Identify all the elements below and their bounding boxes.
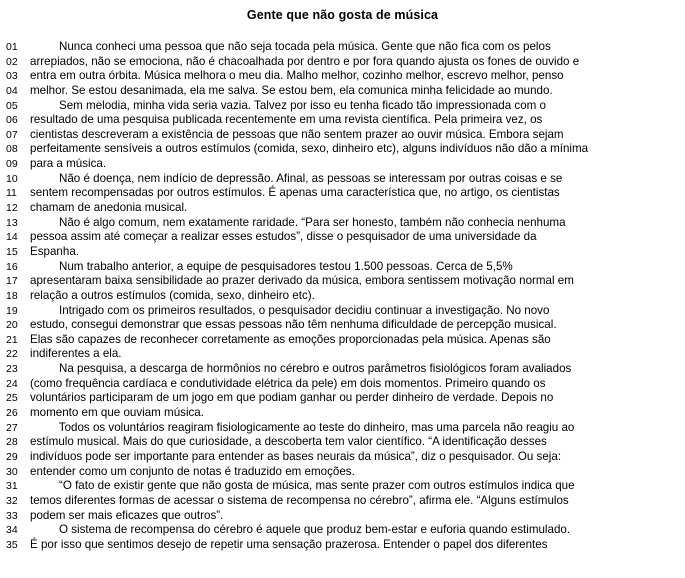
text-line [0, 538, 685, 553]
text-line [0, 260, 685, 275]
line-number: 05 [6, 99, 18, 112]
line-number: 03 [6, 70, 18, 83]
text-line [0, 84, 685, 99]
page-title: Gente que não gosta de música [246, 8, 439, 22]
line-number: 25 [6, 392, 18, 405]
line-text: Sem melodia, minha vida seria vazia. Talvez por isso eu tenha ficado tão impressionada com o [30, 98, 546, 112]
line-text: Não é algo comum, nem exatamente raridade. “Para ser honesto, também não conhecia nenhuma [30, 215, 566, 229]
text-line [0, 113, 685, 128]
text-line [0, 421, 685, 436]
text-line [0, 157, 685, 172]
line-number: 16 [6, 260, 18, 273]
line-text: apresentaram baixa sensibilidade ao prazer derivado da música, embora sentissem motivação normal em [30, 274, 574, 288]
text-line [0, 230, 685, 245]
text-line [0, 55, 685, 70]
line-text: momento em que ouviam música. [30, 406, 204, 420]
line-text: relação a outros estímulos (comida, sexo, dinheiro etc). [30, 288, 315, 302]
line-text: Nunca conheci uma pessoa que não seja tocada pela música. Gente que não fica com os pelos [30, 40, 551, 53]
line-text: Espanha. [30, 244, 79, 258]
line-number: 01 [6, 41, 18, 53]
line-number: 28 [6, 436, 18, 449]
line-text: voluntários participaram de um jogo em que podiam ganhar ou perder dinheiro de verdade. Depois no [30, 391, 554, 405]
text-line [0, 69, 685, 84]
line-number: 18 [6, 289, 18, 302]
line-text: Todos os voluntários reagiram fisiologicamente ao teste do dinheiro, mas uma parcela não reagiu ao [30, 420, 575, 434]
line-number: 11 [6, 187, 17, 200]
text-line [0, 435, 685, 450]
text-line [0, 128, 685, 143]
line-number: 23 [6, 363, 18, 376]
line-number: 13 [6, 216, 18, 229]
text-line [0, 274, 685, 289]
text-line [0, 347, 685, 362]
line-text: Elas são capazes de reconhecer corretamente as emoções proporcionadas pela música. Apenas são [30, 332, 551, 346]
line-text: arrepiados, não se emociona, não é chacoalhada por dentro e por fora quando ajusta os fones de ouvido e [30, 54, 580, 68]
line-number: 10 [6, 172, 18, 185]
line-number: 22 [6, 348, 18, 361]
line-text: estudo, consegui demonstrar que essas pessoas não têm nenhuma dificuldade de percepção musical. [30, 318, 557, 332]
line-number: 26 [6, 407, 18, 420]
line-number: 15 [6, 245, 18, 258]
text-line [0, 245, 685, 260]
line-text: O sistema de recompensa do cérebro é aquele que produz bem-estar e euforia quando estimulado. [30, 523, 571, 537]
line-number: 33 [6, 509, 18, 522]
line-number: 09 [6, 158, 18, 171]
line-number: 12 [6, 202, 18, 215]
line-number: 19 [6, 304, 18, 317]
line-text: (como frequência cardíaca e condutividade elétrica da pele) em dois momentos. Primeiro quando os [30, 376, 546, 390]
document-body [0, 40, 685, 552]
text-line [0, 523, 685, 538]
line-number: 34 [6, 524, 18, 537]
text-line [0, 333, 685, 348]
line-text: temos diferentes formas de acessar o sistema de recompensa no cérebro”, afirma ele. “Alguns estímulos [30, 493, 569, 507]
line-text: sentem recompensadas por outros estímulos. É apenas uma característica que, no artigo, os cientistas [30, 186, 560, 200]
line-text: Não é doença, nem indício de depressão. Afinal, as pessoas se interessam por outras coisas e se [30, 171, 563, 185]
text-line [0, 479, 685, 494]
line-text: Na pesquisa, a descarga de hormônios no cérebro e outros parâmetros fisiológicos foram avaliados [30, 362, 572, 376]
line-number: 06 [6, 114, 18, 127]
line-number: 27 [6, 421, 18, 434]
line-text: chamam de anedonia musical. [30, 201, 188, 215]
line-text: Num trabalho anterior, a equipe de pesquisadores testou 1.500 pessoas. Cerca de 5,5% [30, 259, 513, 273]
line-number: 17 [6, 275, 18, 288]
text-line [0, 362, 685, 377]
text-line [0, 99, 685, 114]
line-number: 07 [6, 128, 18, 141]
line-number: 31 [6, 480, 18, 493]
text-line [0, 216, 685, 231]
line-text: pessoa assim até começar a realizar esses estudos”, disse o pesquisador de uma universidade da [30, 230, 537, 244]
line-text: podem ser mais eficazes que outros”. [30, 508, 224, 522]
text-line [0, 201, 685, 216]
text-line [0, 172, 685, 187]
text-line [0, 142, 685, 157]
text-line [0, 465, 685, 480]
document-page [0, 8, 685, 578]
text-line [0, 377, 685, 392]
line-number: 29 [6, 450, 18, 463]
line-text: cientistas descreveram a existência de pessoas que não sentem prazer ao ouvir música. Embora sejam [30, 127, 564, 141]
text-line [0, 304, 685, 319]
line-text: para a música. [30, 157, 107, 171]
line-text: indivíduos pode ser importante para entender as bases neurais da música”, diz o pesquisador. Ou seja: [30, 449, 562, 463]
text-line [0, 509, 685, 524]
line-number: 04 [6, 84, 18, 97]
text-line [0, 186, 685, 201]
line-number: 14 [6, 231, 18, 244]
line-text: resultado de uma pesquisa publicada recentemente em uma revista científica. Pela primeira vez, os [30, 113, 543, 127]
line-text: entra em outra órbita. Música melhora o meu dia. Malho melhor, cozinho melhor, escrevo melhor, penso [30, 69, 564, 83]
text-line [0, 40, 685, 55]
text-line [0, 318, 685, 333]
line-text: melhor. Se estou desanimada, ela me salva. Se estou bem, ela comunica minha felicidade ao mundo. [30, 83, 553, 97]
line-number: 35 [6, 538, 18, 551]
line-text: entender como um conjunto de notas é traduzido em emoções. [30, 464, 355, 478]
line-text: Intrigado com os primeiros resultados, o pesquisador decidiu continuar a investigação. No novo [30, 303, 550, 317]
text-line [0, 289, 685, 304]
line-number: 32 [6, 494, 18, 507]
line-number: 08 [6, 143, 18, 156]
line-text: estímulo musical. Mais do que curiosidade, a descoberta tem valor científico. “A identificação desses [30, 435, 547, 449]
line-number: 30 [6, 465, 18, 478]
line-text: É por isso que sentimos desejo de repetir uma sensação prazerosa. Entender o papel dos diferentes [30, 537, 548, 551]
line-number: 24 [6, 377, 18, 390]
line-text: “O fato de existir gente que não gosta de música, mas sente prazer com outros estímulos indica que [30, 479, 575, 493]
text-line [0, 494, 685, 509]
text-line [0, 406, 685, 421]
line-text: perfeitamente sensíveis a outros estímulos (comida, sexo, dinheiro etc), alguns indivíduos não dão a mínima [30, 142, 589, 156]
line-number: 02 [6, 55, 18, 68]
line-text: indiferentes a ela. [30, 347, 122, 361]
text-line [0, 450, 685, 465]
line-number: 20 [6, 319, 18, 332]
text-line [0, 391, 685, 406]
line-number: 21 [6, 333, 18, 346]
